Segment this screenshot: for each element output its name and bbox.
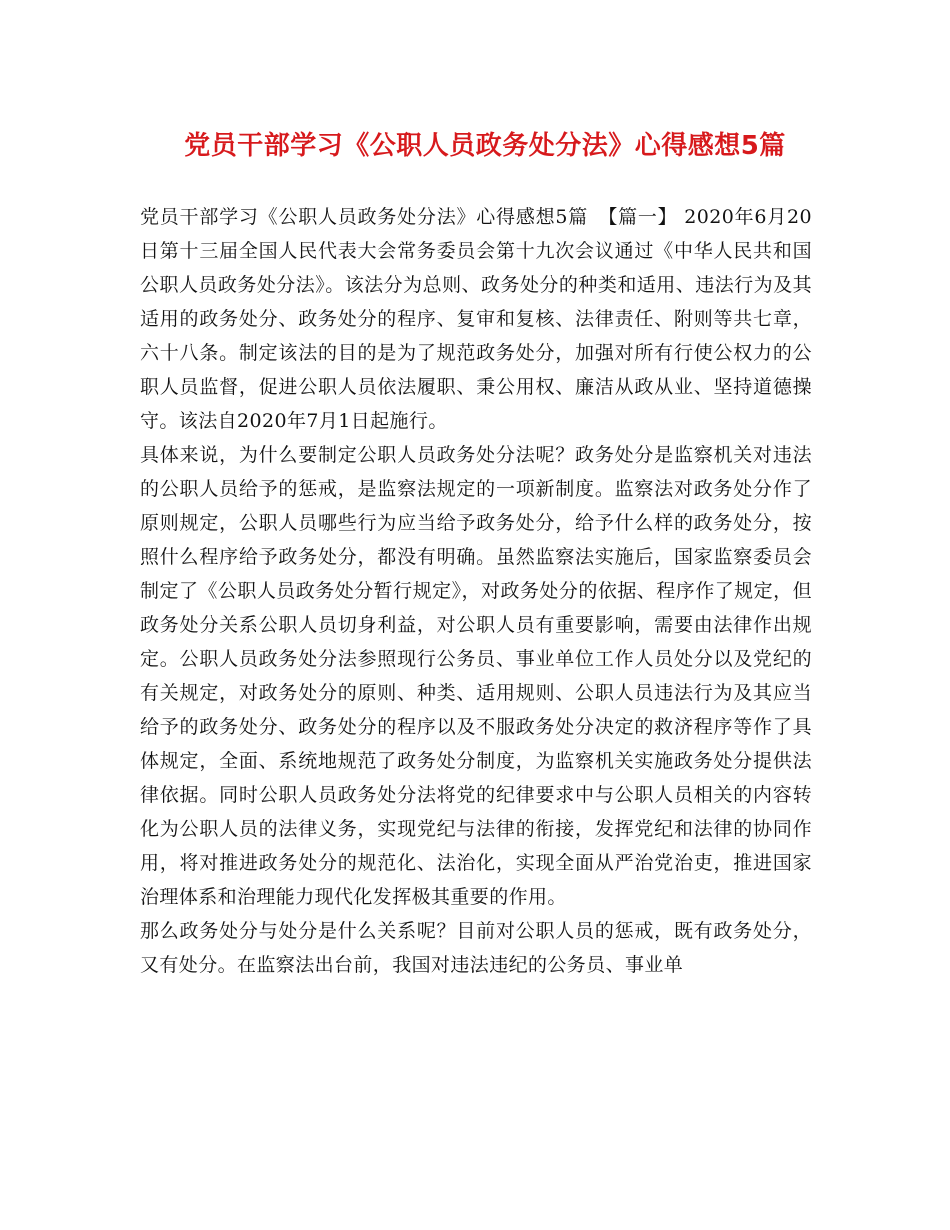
document-title: 党员干部学习《公职人员政务处分法》心得感想5篇 — [184, 131, 786, 161]
document-body — [140, 200, 812, 982]
paragraph-3: 那么政务处分与处分是什么关系呢？目前对公职人员的惩戒，既有政务处分，又有处分。在监察法出台前，我国对违法违纪的公务员、事业单 — [140, 920, 812, 976]
paragraph-2: 具体来说，为什么要制定公职人员政务处分法呢？政务处分是监察机关对违法的公职人员给予的惩戒，是监察法规定的一项新制度。监察法对政务处分作了原则规定，公职人员哪些行为应当给予政务处分，给予什么样的政务处分，按照什么程序给予政务处分，都没有明确。虽然监察法实施后，国家监察委员会制定了《公职人员政务处分暂行规定》，对政务处分的依据、程序作了规定，但政务处分关系公职人员切身利益，对公职人员有重要影响，需要由法律作出规定。公职人员政务处分法参照现行公务员、事业单位工作人员处分以及党纪的有关规定，对政务处分的原则、种类、适用规则、公职人员违法行为及其应当给予的政务处分、政务处分的程序以及不服政务处分决定的救济程序等作了具体规定，全面、系统地规范了政务处分制度，为监察机关实施政务处分提供法律依据。同时公职人员政务处分法将党的纪律要求中与公职人员相关的内容转化为公职人员的法律义务，实现党纪与法律的衔接，发挥党纪和法律的协同作用，将对推进政务处分的规范化、法治化，实现全面从严治党治吏，推进国家治理体系和治理能力现代化发挥极其重要的作用。 — [140, 444, 812, 908]
paragraph-1: 党员干部学习《公职人员政务处分法》心得感想5篇 【篇一】 2020年6月20日第十三届全国人民代表大会常务委员会第十九次会议通过《中华人民共和国公职人员政务处分法》。该法分为总则、政务处分的种类和适用、违法行为及其适用的政务处分、政务处分的程序、复审和复核、法律责任、附则等共七章，六十八条。制定该法的目的是为了规范政务处分，加强对所有行使公权力的公职人员监督，促进公职人员依法履职、秉公用权、廉洁从政从业、坚持道德操守。该法自2020年7月1日起施行。 — [140, 206, 812, 432]
